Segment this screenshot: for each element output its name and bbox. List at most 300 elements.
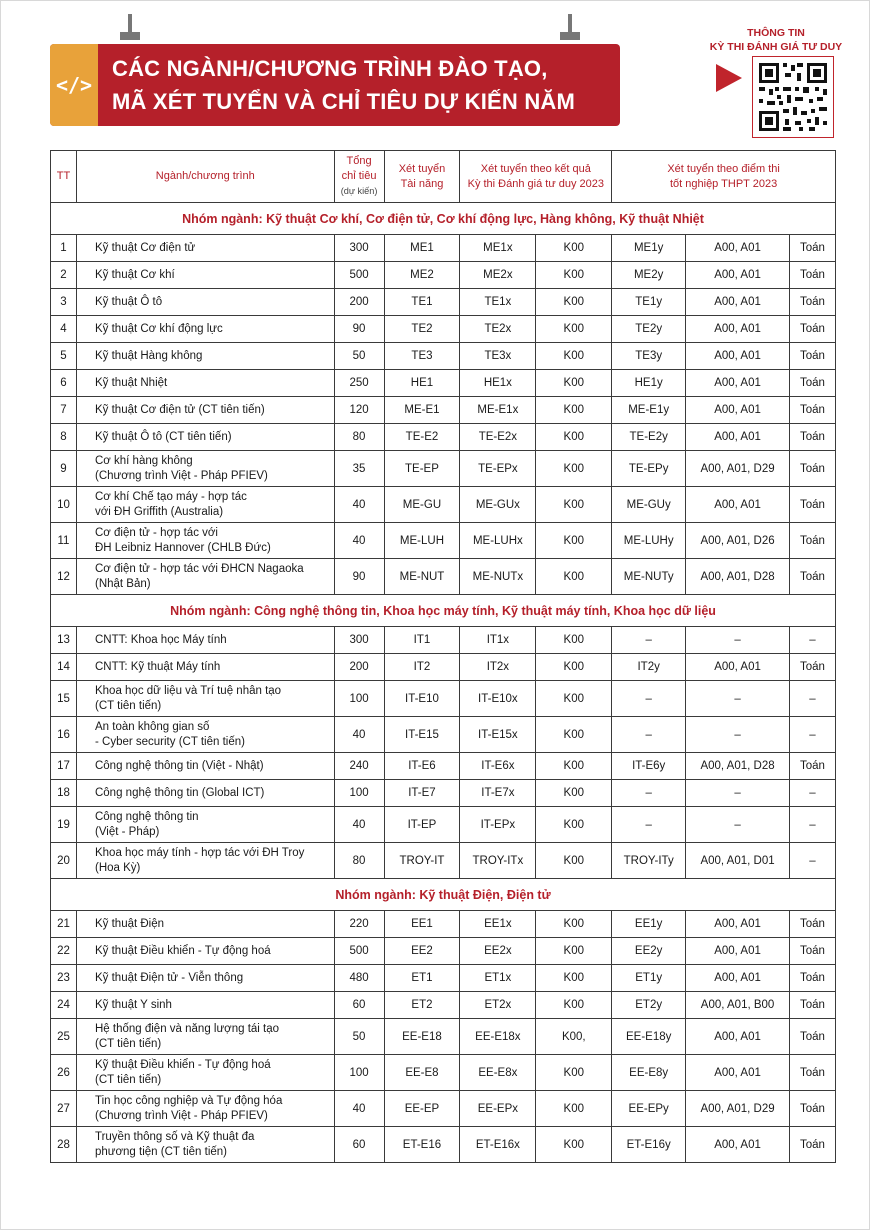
main-subject: Toán — [789, 316, 835, 343]
row-number: 17 — [51, 753, 77, 780]
tsa-code: TE-E2x — [460, 424, 536, 451]
thpt-code: ME1y — [612, 235, 686, 262]
thpt-subject-blocks: A00, A01, D26 — [686, 523, 790, 559]
program-name — [76, 807, 334, 843]
row-number: 3 — [51, 289, 77, 316]
talent-code: TE1 — [384, 289, 460, 316]
program-name — [76, 451, 334, 487]
main-subject: Toán — [789, 938, 835, 965]
thpt-code: TE2y — [612, 316, 686, 343]
table-row — [51, 316, 836, 343]
program-name — [76, 681, 334, 717]
program-name-line: (Việt - Pháp) — [94, 825, 160, 838]
program-name-line: An toàn không gian số — [94, 720, 210, 733]
program-name-line: Kỹ thuật Hàng không — [94, 349, 203, 362]
quota-value: 100 — [334, 780, 384, 807]
main-subject: Toán — [789, 753, 835, 780]
thpt-subject-blocks: A00, A01 — [686, 1127, 790, 1163]
header-tsa — [460, 151, 612, 203]
program-name-line: Kỹ thuật Cơ khí — [94, 268, 175, 281]
tsa-code: ET2x — [460, 992, 536, 1019]
talent-code: IT2 — [384, 654, 460, 681]
thpt-subject-blocks: A00, A01 — [686, 911, 790, 938]
program-name-line: (CT tiên tiến) — [94, 699, 162, 712]
program-name — [76, 1055, 334, 1091]
tsa-block: K00 — [536, 289, 612, 316]
row-number: 11 — [51, 523, 77, 559]
table-row — [51, 397, 836, 424]
table-row — [51, 965, 836, 992]
talent-code: ET1 — [384, 965, 460, 992]
table-row — [51, 559, 836, 595]
talent-code: EE-EP — [384, 1091, 460, 1127]
thpt-subject-blocks: A00, A01, B00 — [686, 992, 790, 1019]
quota-value: 50 — [334, 343, 384, 370]
row-number: 12 — [51, 559, 77, 595]
header-quota-line1: Tổng — [346, 155, 372, 167]
tsa-code: ME-E1x — [460, 397, 536, 424]
talent-code: TE-E2 — [384, 424, 460, 451]
row-number: 22 — [51, 938, 77, 965]
quota-value: 80 — [334, 843, 384, 879]
header-thpt — [612, 151, 836, 203]
quota-value: 120 — [334, 397, 384, 424]
program-name — [76, 1091, 334, 1127]
main-subject: Toán — [789, 235, 835, 262]
program-name-line: Công nghệ thông tin — [94, 810, 199, 823]
main-subject: Toán — [789, 523, 835, 559]
quota-value: 200 — [334, 654, 384, 681]
quota-value: 220 — [334, 911, 384, 938]
row-number: 5 — [51, 343, 77, 370]
thpt-code: – — [612, 717, 686, 753]
program-name — [76, 397, 334, 424]
quota-value: 60 — [334, 992, 384, 1019]
quota-value: 40 — [334, 807, 384, 843]
tsa-code: TROY-ITx — [460, 843, 536, 879]
quota-value: 100 — [334, 1055, 384, 1091]
tsa-code: ME2x — [460, 262, 536, 289]
table-row — [51, 235, 836, 262]
thpt-code: TE3y — [612, 343, 686, 370]
row-number: 13 — [51, 627, 77, 654]
main-subject: Toán — [789, 370, 835, 397]
arrow-right-icon — [716, 64, 742, 92]
tsa-block: K00 — [536, 654, 612, 681]
talent-code: ME-NUT — [384, 559, 460, 595]
row-number: 2 — [51, 262, 77, 289]
row-number: 28 — [51, 1127, 77, 1163]
tsa-code: ET-E16x — [460, 1127, 536, 1163]
header-talent-line2: Tài năng — [400, 177, 444, 190]
banner-hanger-right — [568, 14, 572, 40]
thpt-code: – — [612, 807, 686, 843]
program-name — [76, 235, 334, 262]
row-number: 24 — [51, 992, 77, 1019]
page-title — [112, 52, 612, 151]
program-name — [76, 1019, 334, 1055]
quota-value: 40 — [334, 523, 384, 559]
program-name-line: Kỹ thuật Cơ điện tử — [94, 241, 196, 254]
thpt-code: ME-LUHy — [612, 523, 686, 559]
group-title: Nhóm ngành: Kỹ thuật Điện, Điện tử — [51, 879, 836, 911]
talent-code: ET-E16 — [384, 1127, 460, 1163]
exam-info-label — [706, 26, 846, 54]
tsa-block: K00 — [536, 992, 612, 1019]
group-title: Nhóm ngành: Công nghệ thông tin, Khoa học máy tính, Kỹ thuật máy tính, Khoa học dữ liệu — [51, 595, 836, 627]
talent-code: ME-GU — [384, 487, 460, 523]
program-name — [76, 523, 334, 559]
thpt-subject-blocks: A00, A01 — [686, 235, 790, 262]
table-row — [51, 262, 836, 289]
page-title-line2: MÃ XÉT TUYỂN VÀ CHỈ TIÊU DỰ KIẾN NĂM 2023 — [112, 89, 576, 147]
table-row — [51, 451, 836, 487]
thpt-code: TE-EPy — [612, 451, 686, 487]
thpt-code: EE-E8y — [612, 1055, 686, 1091]
row-number: 8 — [51, 424, 77, 451]
row-number: 27 — [51, 1091, 77, 1127]
thpt-subject-blocks: A00, A01 — [686, 397, 790, 424]
program-name-line: CNTT: Kỹ thuật Máy tính — [94, 660, 221, 673]
program-name — [76, 559, 334, 595]
talent-code: IT-E10 — [384, 681, 460, 717]
table-row — [51, 370, 836, 397]
thpt-code: – — [612, 780, 686, 807]
table-row — [51, 681, 836, 717]
table-row — [51, 843, 836, 879]
thpt-code: EE2y — [612, 938, 686, 965]
main-subject: Toán — [789, 992, 835, 1019]
table-header-row — [51, 151, 836, 203]
thpt-subject-blocks: A00, A01 — [686, 424, 790, 451]
tsa-code: EE2x — [460, 938, 536, 965]
thpt-code: ME-E1y — [612, 397, 686, 424]
program-name-line: Kỹ thuật Điều khiển - Tự động hoá — [94, 1058, 271, 1071]
header-talent-line1: Xét tuyển — [398, 162, 446, 175]
tsa-block: K00 — [536, 523, 612, 559]
program-name — [76, 965, 334, 992]
thpt-subject-blocks: A00, A01 — [686, 343, 790, 370]
program-name — [76, 938, 334, 965]
program-name-line: Kỹ thuật Y sinh — [94, 998, 172, 1011]
program-name-line: phương tiện (CT tiên tiến) — [94, 1145, 227, 1158]
tsa-block: K00 — [536, 424, 612, 451]
row-number: 21 — [51, 911, 77, 938]
row-number: 18 — [51, 780, 77, 807]
talent-code: IT-E6 — [384, 753, 460, 780]
program-name — [76, 753, 334, 780]
thpt-code: IT-E6y — [612, 753, 686, 780]
table-row — [51, 289, 836, 316]
talent-code: ME2 — [384, 262, 460, 289]
row-number: 10 — [51, 487, 77, 523]
table-row — [51, 654, 836, 681]
main-subject: Toán — [789, 1127, 835, 1163]
talent-code: ME1 — [384, 235, 460, 262]
row-number: 15 — [51, 681, 77, 717]
program-name — [76, 370, 334, 397]
main-subject: – — [789, 780, 835, 807]
program-name-line: Kỹ thuật Điều khiển - Tự động hoá — [94, 944, 271, 957]
thpt-subject-blocks: A00, A01 — [686, 654, 790, 681]
tsa-code: ME-LUHx — [460, 523, 536, 559]
header-quota-line3: (dự kiến) — [340, 186, 378, 196]
program-name-line: (CT tiên tiến) — [94, 1073, 162, 1086]
program-name-line: (Chương trình Việt - Pháp PFIEV) — [94, 1109, 268, 1122]
program-name-line: Cơ khí Chế tạo máy - hợp tác — [94, 490, 247, 503]
table-row — [51, 487, 836, 523]
tsa-code: IT-E6x — [460, 753, 536, 780]
header-quota — [334, 151, 384, 203]
tsa-code: EE-EPx — [460, 1091, 536, 1127]
quota-value: 300 — [334, 235, 384, 262]
tsa-block: K00 — [536, 370, 612, 397]
program-name — [76, 487, 334, 523]
program-name — [76, 992, 334, 1019]
header-tsa-line1: Xét tuyển theo kết quả — [480, 162, 591, 175]
main-subject: Toán — [789, 911, 835, 938]
thpt-subject-blocks: A00, A01 — [686, 1055, 790, 1091]
program-name-line: Kỹ thuật Nhiệt — [94, 376, 168, 389]
table-row — [51, 1055, 836, 1091]
program-name-line: Kỹ thuật Điện tử - Viễn thông — [94, 971, 244, 984]
program-name-line: Khoa học dữ liệu và Trí tuệ nhân tạo — [94, 684, 282, 697]
thpt-subject-blocks: A00, A01, D01 — [686, 843, 790, 879]
main-subject: Toán — [789, 1091, 835, 1127]
tsa-block: K00 — [536, 717, 612, 753]
talent-code: HE1 — [384, 370, 460, 397]
quota-value: 50 — [334, 1019, 384, 1055]
program-name-line: Kỹ thuật Ô tô (CT tiên tiến) — [94, 430, 232, 443]
program-name-line: (Chương trình Việt - Pháp PFIEV) — [94, 469, 268, 482]
thpt-code: ET2y — [612, 992, 686, 1019]
group-title: Nhóm ngành: Kỹ thuật Cơ khí, Cơ điện tử, Cơ khí động lực, Hàng không, Kỹ thuật Nhiệt — [51, 203, 836, 235]
code-icon: </> — [55, 73, 93, 97]
tsa-code: IT-E15x — [460, 717, 536, 753]
row-number: 20 — [51, 843, 77, 879]
tsa-block: K00 — [536, 753, 612, 780]
talent-code: EE-E18 — [384, 1019, 460, 1055]
table-row — [51, 780, 836, 807]
tsa-code: ET1x — [460, 965, 536, 992]
tsa-code: EE1x — [460, 911, 536, 938]
thpt-code: ME-NUTy — [612, 559, 686, 595]
table-row — [51, 1091, 836, 1127]
program-name — [76, 911, 334, 938]
quota-value: 300 — [334, 627, 384, 654]
main-subject: Toán — [789, 397, 835, 424]
group-row — [51, 595, 836, 627]
program-name-line: Cơ điện tử - hợp tác với ĐHCN Nagaoka — [94, 562, 304, 575]
thpt-subject-blocks: A00, A01 — [686, 316, 790, 343]
table-row — [51, 424, 836, 451]
program-name — [76, 843, 334, 879]
program-name-line: Kỹ thuật Cơ khí động lực — [94, 322, 223, 335]
thpt-code: – — [612, 627, 686, 654]
row-number: 9 — [51, 451, 77, 487]
quota-value: 35 — [334, 451, 384, 487]
thpt-subject-blocks: A00, A01 — [686, 1019, 790, 1055]
thpt-subject-blocks: – — [686, 780, 790, 807]
tsa-block: K00 — [536, 1127, 612, 1163]
tsa-block: K00 — [536, 1091, 612, 1127]
tsa-block: K00 — [536, 487, 612, 523]
quota-value: 40 — [334, 487, 384, 523]
program-name-line: Kỹ thuật Ô tô — [94, 295, 163, 308]
table-row — [51, 807, 836, 843]
quota-value: 500 — [334, 262, 384, 289]
program-name — [76, 424, 334, 451]
program-name — [76, 316, 334, 343]
talent-code: IT1 — [384, 627, 460, 654]
thpt-code: HE1y — [612, 370, 686, 397]
thpt-code: – — [612, 681, 686, 717]
main-subject: Toán — [789, 262, 835, 289]
qr-code-icon[interactable] — [752, 56, 834, 138]
row-number: 23 — [51, 965, 77, 992]
row-number: 6 — [51, 370, 77, 397]
tsa-code: TE1x — [460, 289, 536, 316]
thpt-code: IT2y — [612, 654, 686, 681]
quota-value: 500 — [334, 938, 384, 965]
header-program: Ngành/chương trình — [76, 151, 334, 203]
program-name — [76, 654, 334, 681]
tsa-block: K00 — [536, 780, 612, 807]
row-number: 7 — [51, 397, 77, 424]
tsa-block: K00 — [536, 965, 612, 992]
quota-value: 90 — [334, 316, 384, 343]
thpt-subject-blocks: – — [686, 807, 790, 843]
talent-code: TROY-IT — [384, 843, 460, 879]
admission-table — [50, 150, 836, 1163]
quota-value: 480 — [334, 965, 384, 992]
main-subject: Toán — [789, 1055, 835, 1091]
row-number: 1 — [51, 235, 77, 262]
table-body — [51, 203, 836, 1163]
program-name-line: Khoa học máy tính - hợp tác với ĐH Troy — [94, 846, 305, 859]
main-subject: – — [789, 807, 835, 843]
program-name-line: Kỹ thuật Cơ điện tử (CT tiên tiến) — [94, 403, 265, 416]
main-subject: – — [789, 843, 835, 879]
thpt-subject-blocks: – — [686, 681, 790, 717]
table-row — [51, 1019, 836, 1055]
quota-value: 100 — [334, 681, 384, 717]
program-name-line: Truyền thông số và Kỹ thuật đa — [94, 1130, 255, 1143]
program-name — [76, 262, 334, 289]
header-talent — [384, 151, 460, 203]
program-name — [76, 717, 334, 753]
exam-info-line1: THÔNG TIN — [747, 27, 805, 39]
program-name-line: Tin học công nghiệp và Tự động hóa — [94, 1094, 283, 1107]
tsa-block: K00 — [536, 397, 612, 424]
thpt-code: ME2y — [612, 262, 686, 289]
program-name — [76, 1127, 334, 1163]
main-subject: Toán — [789, 1019, 835, 1055]
quota-value: 250 — [334, 370, 384, 397]
table-row — [51, 717, 836, 753]
tsa-code: IT1x — [460, 627, 536, 654]
tsa-code: TE2x — [460, 316, 536, 343]
program-name — [76, 343, 334, 370]
talent-code: EE-E8 — [384, 1055, 460, 1091]
table-row — [51, 992, 836, 1019]
tsa-code: IT2x — [460, 654, 536, 681]
program-name-line: Hệ thống điện và năng lượng tái tạo — [94, 1022, 280, 1035]
thpt-subject-blocks: A00, A01 — [686, 938, 790, 965]
main-subject: Toán — [789, 559, 835, 595]
program-name-line: - Cyber security (CT tiên tiến) — [94, 735, 245, 748]
thpt-code: ME-GUy — [612, 487, 686, 523]
header-tt: TT — [51, 151, 77, 203]
thpt-subject-blocks: A00, A01 — [686, 370, 790, 397]
tsa-block: K00 — [536, 807, 612, 843]
table-row — [51, 911, 836, 938]
thpt-subject-blocks: A00, A01 — [686, 965, 790, 992]
thpt-subject-blocks: A00, A01, D29 — [686, 451, 790, 487]
tsa-block: K00 — [536, 843, 612, 879]
program-name-line: (Hoa Kỳ) — [94, 861, 141, 874]
tsa-block: K00 — [536, 1055, 612, 1091]
group-row — [51, 879, 836, 911]
talent-code: IT-E15 — [384, 717, 460, 753]
page-title-line1: CÁC NGÀNH/CHƯƠNG TRÌNH ĐÀO TẠO, — [112, 56, 548, 81]
tsa-code: EE-E8x — [460, 1055, 536, 1091]
tsa-block: K00 — [536, 559, 612, 595]
thpt-code: TE1y — [612, 289, 686, 316]
program-name-line: với ĐH Griffith (Australia) — [94, 505, 224, 518]
quota-value: 60 — [334, 1127, 384, 1163]
tsa-block: K00 — [536, 911, 612, 938]
tsa-block: K00 — [536, 235, 612, 262]
row-number: 14 — [51, 654, 77, 681]
header-quota-line2: chỉ tiêu — [341, 170, 377, 182]
thpt-subject-blocks: A00, A01, D28 — [686, 559, 790, 595]
row-number: 19 — [51, 807, 77, 843]
program-name — [76, 289, 334, 316]
banner-hanger-left — [128, 14, 132, 40]
table-row — [51, 523, 836, 559]
row-number: 25 — [51, 1019, 77, 1055]
tsa-block: K00 — [536, 262, 612, 289]
main-subject: Toán — [789, 487, 835, 523]
program-name-line: Kỹ thuật Điện — [94, 917, 165, 930]
tsa-code: TE3x — [460, 343, 536, 370]
talent-code: ET2 — [384, 992, 460, 1019]
talent-code: IT-EP — [384, 807, 460, 843]
main-subject: – — [789, 717, 835, 753]
talent-code: EE2 — [384, 938, 460, 965]
exam-info-line2: KỲ THI ĐÁNH GIÁ TƯ DUY — [709, 41, 843, 53]
main-subject: Toán — [789, 343, 835, 370]
tsa-code: HE1x — [460, 370, 536, 397]
thpt-subject-blocks: A00, A01, D29 — [686, 1091, 790, 1127]
talent-code: ME-LUH — [384, 523, 460, 559]
tsa-block: K00, — [536, 1019, 612, 1055]
row-number: 16 — [51, 717, 77, 753]
program-name — [76, 627, 334, 654]
quota-value: 40 — [334, 1091, 384, 1127]
thpt-code: ET-E16y — [612, 1127, 686, 1163]
tsa-block: K00 — [536, 627, 612, 654]
main-subject: Toán — [789, 965, 835, 992]
thpt-code: TE-E2y — [612, 424, 686, 451]
talent-code: EE1 — [384, 911, 460, 938]
tsa-code: ME1x — [460, 235, 536, 262]
program-name-line: (CT tiên tiến) — [94, 1037, 162, 1050]
quota-value: 80 — [334, 424, 384, 451]
talent-code: IT-E7 — [384, 780, 460, 807]
row-number: 26 — [51, 1055, 77, 1091]
